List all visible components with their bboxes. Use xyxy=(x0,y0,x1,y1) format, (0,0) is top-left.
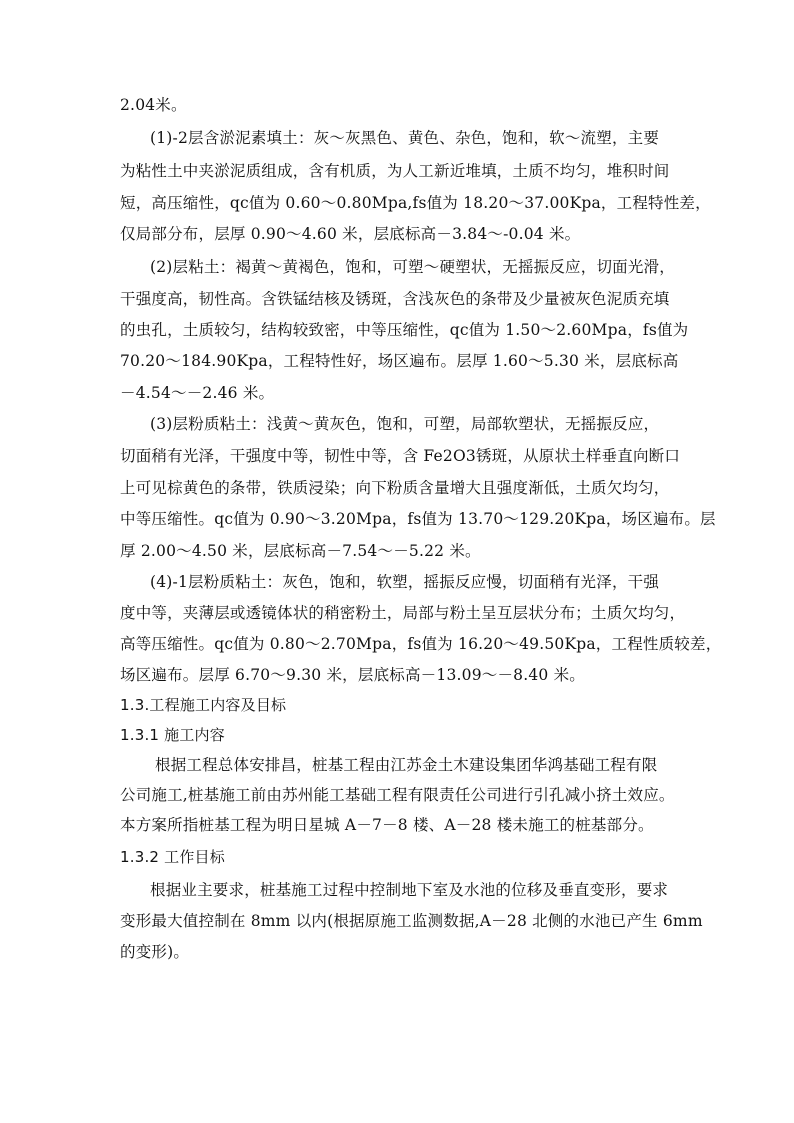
text-line: 厚 2.00～4.50 米，层底标高－7.54～－5.22 米。 xyxy=(120,542,481,560)
text-line: 2.04米。 xyxy=(120,96,187,114)
text-line: (2)层粘土：褐黄～黄褐色，饱和，可塑～硬塑状，无摇振反应，切面光滑， xyxy=(150,258,675,276)
text-line: 根据业主要求，桩基施工过程中控制地下室及水池的位移及垂直变形，要求 xyxy=(150,881,669,899)
text-line: 干强度高，韧性高。含铁锰结核及锈斑，含浅灰色的条带及少量被灰色泥质充填 xyxy=(120,290,670,308)
text-line: 根据工程总体安排昌，桩基工程由江苏金土木建设集团华鸿基础工程有限 xyxy=(155,756,658,774)
text-line: 本方案所指桩基工程为明日星城 A－7－8 楼、A－28 楼未施工的桩基部分。 xyxy=(120,816,654,834)
text-line: (4)-1层粉质粘土：灰色，饱和，软塑，摇振反应慢，切面稍有光泽，干强 xyxy=(150,573,660,591)
text-line: 上可见棕黄色的条带，铁质浸染；向下粉质含量增大且强度渐低，土质欠均匀， xyxy=(120,479,670,497)
text-line: 变形最大值控制在 8mm 以内(根据原施工监测数据,A－28 北侧的水池已产生 6mm xyxy=(120,912,703,930)
text-line: 高等压缩性。qc值为 0.80～2.70Mpa，fs值为 16.20～49.50Kpa，工程性质较差， xyxy=(120,635,722,653)
text-line: 的变形)。 xyxy=(120,943,190,961)
text-line: 中等压缩性。qc值为 0.90～3.20Mpa，fs值为 13.70～129.20Kpa，场区遍布。层 xyxy=(120,510,716,528)
text-line: 公司施工,桩基施工前由苏州能工基础工程有限责任公司进行引孔减小挤土效应。 xyxy=(120,786,675,804)
text-line: 70.20～184.90Kpa，工程特性好，场区遍布。层厚 1.60～5.30 米，层底标高 xyxy=(120,352,679,370)
text-line: 场区遍布。层厚 6.70～9.30 米，层底标高－13.09～－8.40 米。 xyxy=(120,666,585,684)
text-line: (3)层粉质粘土：浅黄～黄灰色，饱和，可塑，局部软塑状，无摇振反应， xyxy=(150,415,660,433)
text-line: 仅局部分布，层厚 0.90～4.60 米，层底标高－3.84～-0.04 米。 xyxy=(120,225,581,243)
text-line: －4.54～－2.46 米。 xyxy=(120,384,275,402)
text-line: 的虫孔，土质较匀，结构较致密，中等压缩性，qc值为 1.50～2.60Mpa，fs值为 xyxy=(120,321,689,339)
text-line: 短，高压缩性，qc值为 0.60～0.80Mpa,fs值为 18.20～37.00Kpa，工程特性差， xyxy=(120,194,711,212)
text-line: 度中等，夹薄层或透镜体状的稍密粉土，局部与粉土呈互层状分布；土质欠均匀， xyxy=(120,604,686,622)
subsection-heading: 1.3.2 工作目标 xyxy=(120,848,225,866)
text-line: 切面稍有光泽，干强度中等，韧性中等，含 Fe2O3锈斑，从原状土样垂直向断口 xyxy=(120,447,681,465)
subsection-heading: 1.3.1 施工内容 xyxy=(120,726,225,744)
text-line: (1)-2层含淤泥素填土：灰～灰黑色、黄色、杂色，饱和，软～流塑，主要 xyxy=(150,129,660,147)
text-line: 为粘性土中夹淤泥质组成，含有机质，为人工新近堆填，土质不均匀，堆积时间 xyxy=(120,162,670,180)
section-heading: 1.3.工程施工内容及目标 xyxy=(120,696,287,714)
